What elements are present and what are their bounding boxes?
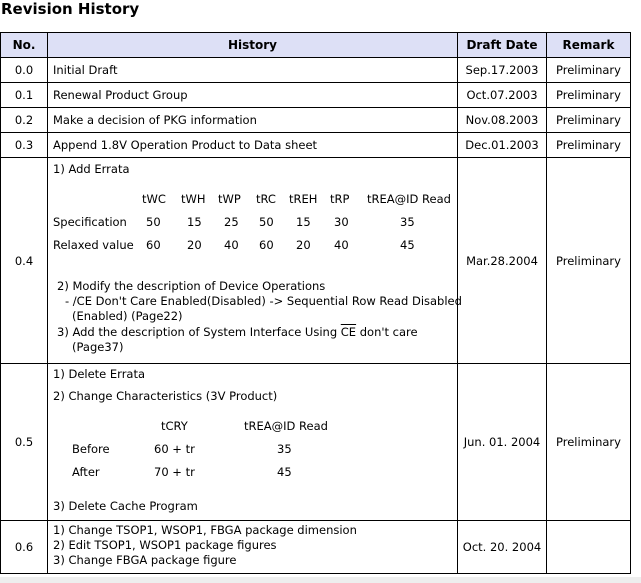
table-row bbox=[1, 108, 631, 133]
after-label: After bbox=[72, 465, 100, 479]
param-header: tWP bbox=[218, 192, 241, 206]
row-date: Dec.01.2003 bbox=[458, 133, 547, 158]
history-line: 1) Change TSOP1, WSOP1, FBGA package dimension bbox=[53, 523, 357, 537]
spec-value: 15 bbox=[187, 215, 202, 229]
history-line: 3) Change FBGA package figure bbox=[53, 553, 237, 567]
add-description-suffix: don't care bbox=[356, 325, 418, 339]
header-history: History bbox=[48, 33, 458, 58]
row-date: Mar.28.2004 bbox=[458, 158, 547, 364]
row-remark bbox=[547, 521, 631, 574]
delete-errata-item: 1) Delete Errata bbox=[53, 367, 146, 381]
before-value: 60 + tr bbox=[154, 442, 195, 456]
modify-item-detail: - /CE Don't Care Enabled(Disabled) -> Sequential Row Read Disabled bbox=[65, 294, 462, 308]
header-row bbox=[1, 33, 631, 58]
add-description-item bbox=[57, 325, 418, 339]
table-row bbox=[1, 521, 631, 574]
row-remark: Preliminary bbox=[547, 133, 631, 158]
row-history: Initial Draft bbox=[48, 58, 458, 83]
relaxed-label: Relaxed value bbox=[53, 238, 134, 252]
row-no: 0.1 bbox=[1, 83, 48, 108]
param-header: tREA@ID Read bbox=[367, 192, 451, 206]
relaxed-value: 40 bbox=[334, 238, 349, 252]
row-remark: Preliminary bbox=[547, 364, 631, 521]
spec-value: 25 bbox=[224, 215, 239, 229]
add-description-text: 3) Add the description of System Interface Using bbox=[57, 325, 341, 339]
table-row bbox=[1, 364, 631, 521]
relaxed-value: 60 bbox=[259, 238, 274, 252]
page-bottom-edge bbox=[0, 577, 641, 583]
row-no: 0.0 bbox=[1, 58, 48, 83]
row-remark: Preliminary bbox=[547, 108, 631, 133]
relaxed-value: 20 bbox=[296, 238, 311, 252]
after-value: 70 + tr bbox=[154, 465, 195, 479]
table-row bbox=[1, 58, 631, 83]
spec-label: Specification bbox=[53, 215, 127, 229]
row-date: Nov.08.2003 bbox=[458, 108, 547, 133]
relaxed-value: 45 bbox=[400, 238, 415, 252]
param-header: tREH bbox=[289, 192, 318, 206]
row-no: 0.4 bbox=[1, 158, 48, 364]
spec-value: 35 bbox=[400, 215, 415, 229]
table-row bbox=[1, 133, 631, 158]
relaxed-value: 20 bbox=[187, 238, 202, 252]
errata-add-item: 1) Add Errata bbox=[53, 162, 130, 176]
revision-history-table bbox=[0, 32, 631, 574]
modify-item: 2) Modify the description of Device Operations bbox=[57, 279, 326, 293]
row-date: Oct. 20. 2004 bbox=[458, 521, 547, 574]
row-no: 0.3 bbox=[1, 133, 48, 158]
param-header: tWH bbox=[181, 192, 206, 206]
spec-value: 30 bbox=[334, 215, 349, 229]
row-no: 0.5 bbox=[1, 364, 48, 521]
delete-cache-item: 3) Delete Cache Program bbox=[53, 499, 198, 513]
chars-header: tCRY bbox=[161, 419, 188, 433]
row-history bbox=[48, 158, 462, 364]
relaxed-value: 40 bbox=[224, 238, 239, 252]
history-content bbox=[48, 158, 462, 363]
row-remark: Preliminary bbox=[547, 83, 631, 108]
row-history bbox=[48, 364, 458, 521]
change-characteristics-item: 2) Change Characteristics (3V Product) bbox=[53, 389, 278, 403]
param-header: tRP bbox=[330, 192, 350, 206]
spec-value: 50 bbox=[259, 215, 274, 229]
header-remark: Remark bbox=[547, 33, 631, 58]
modify-item-page: (Enabled) (Page22) bbox=[72, 309, 183, 323]
row-history: Append 1.8V Operation Product to Data sheet bbox=[48, 133, 458, 158]
param-header: tWC bbox=[142, 192, 166, 206]
page-title: Revision History bbox=[1, 0, 140, 18]
ce-signal: $\overline{CE}$ bbox=[340, 325, 357, 339]
row-no: 0.6 bbox=[1, 521, 48, 574]
history-content bbox=[48, 364, 457, 520]
row-remark: Preliminary bbox=[547, 158, 631, 364]
table-row bbox=[1, 83, 631, 108]
chars-header: tREA@ID Read bbox=[244, 419, 328, 433]
row-date: Oct.07.2003 bbox=[458, 83, 547, 108]
history-content bbox=[48, 521, 457, 573]
spec-value: 50 bbox=[146, 215, 161, 229]
header-no: No. bbox=[1, 33, 48, 58]
before-value: 35 bbox=[277, 442, 292, 456]
after-value: 45 bbox=[277, 465, 292, 479]
table-row bbox=[1, 158, 631, 364]
header-draft-date: Draft Date bbox=[458, 33, 547, 58]
row-history: Make a decision of PKG information bbox=[48, 108, 458, 133]
spec-value: 15 bbox=[296, 215, 311, 229]
before-label: Before bbox=[72, 442, 110, 456]
param-header: tRC bbox=[256, 192, 276, 206]
row-history: Renewal Product Group bbox=[48, 83, 458, 108]
row-history bbox=[48, 521, 458, 574]
row-no: 0.2 bbox=[1, 108, 48, 133]
row-date: Sep.17.2003 bbox=[458, 58, 547, 83]
relaxed-value: 60 bbox=[146, 238, 161, 252]
add-description-page: (Page37) bbox=[72, 340, 124, 354]
row-remark: Preliminary bbox=[547, 58, 631, 83]
history-line: 2) Edit TSOP1, WSOP1 package figures bbox=[53, 538, 277, 552]
row-date: Jun. 01. 2004 bbox=[458, 364, 547, 521]
